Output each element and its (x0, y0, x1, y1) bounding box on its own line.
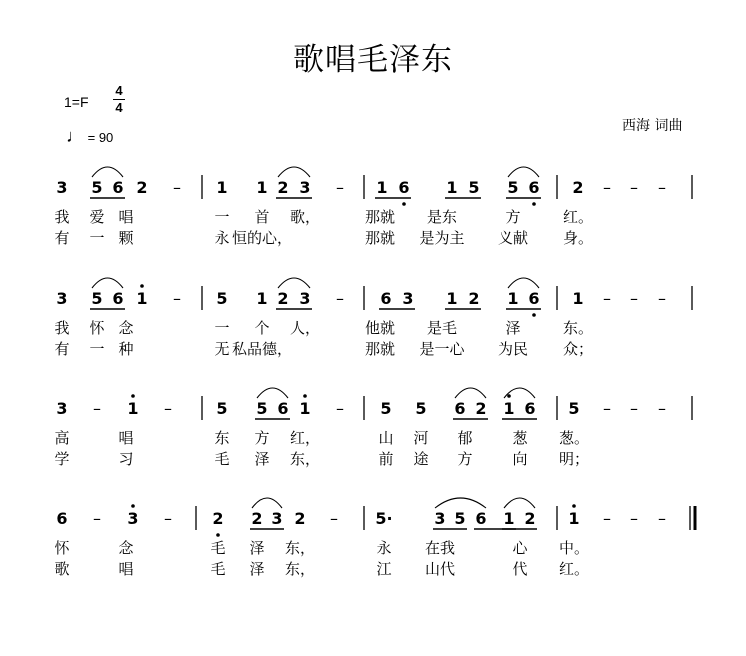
lyric-verse-2: 明； (558, 450, 590, 468)
lyric-verse-1: 一 (214, 319, 230, 337)
sustain-dash: – (164, 399, 172, 418)
note: 3 (434, 509, 446, 528)
note: 3 (56, 289, 68, 308)
sustain-dash: – (164, 509, 172, 528)
lyric-verse-2: 毛 (214, 450, 230, 468)
lyric-verse-1: 唱 (118, 429, 134, 447)
lyric-verse-1: 首 (254, 208, 270, 226)
note: 5· (375, 509, 393, 528)
note: 2 (251, 509, 263, 528)
lyric-verse-2: 习 (118, 450, 134, 468)
note: 3 (299, 178, 311, 197)
sustain-dash: – (173, 178, 181, 197)
octave-dot-below (532, 202, 536, 206)
quarter-note-icon: ♩ (66, 126, 84, 146)
note: 1 (503, 509, 515, 528)
note: 6 (398, 178, 410, 197)
lyric-verse-2: 毛 (210, 560, 226, 578)
lyric-verse-1: 是毛 (426, 319, 458, 337)
tempo-value: = 90 (87, 130, 114, 145)
octave-dot-above (140, 284, 144, 288)
lyric-verse-1: 歌， (289, 208, 321, 226)
note: 1 (216, 178, 228, 197)
slur (508, 278, 539, 288)
octave-dot-below (402, 202, 406, 206)
sustain-dash: – (93, 399, 101, 418)
note: 2 (524, 509, 536, 528)
lyric-verse-1: 郁 (457, 429, 473, 447)
slur (257, 388, 288, 398)
lyric-verse-2: 歌 (54, 560, 70, 578)
slur (278, 167, 310, 177)
lyric-verse-2: 代 (512, 560, 528, 578)
note: 5 (91, 289, 103, 308)
lyric-verse-2: 红。 (558, 560, 590, 578)
sustain-dash: – (658, 509, 666, 528)
note: 3 (56, 399, 68, 418)
lyric-verse-1: 永 (376, 539, 392, 557)
lyric-verse-1: 唱 (118, 208, 134, 226)
note: 6 (56, 509, 68, 528)
time-signature-top: 4 (115, 83, 123, 98)
note: 5 (216, 289, 228, 308)
lyric-verse-2: 有 (54, 229, 70, 247)
note: 5 (454, 509, 466, 528)
sustain-dash: – (603, 399, 611, 418)
sustain-dash: – (630, 399, 638, 418)
octave-dot-above (131, 504, 135, 508)
lyric-verse-1: 念 (118, 319, 134, 337)
note: 1 (256, 289, 268, 308)
note: 1 (446, 289, 458, 308)
lyric-verse-2: 学 (54, 450, 70, 468)
slur (508, 167, 539, 177)
note: 1 (572, 289, 584, 308)
lyric-verse-2: 恒的心， (231, 229, 293, 247)
key-signature: 1=F (64, 94, 89, 110)
note: 6 (277, 399, 289, 418)
sustain-dash: – (658, 399, 666, 418)
note: 5 (568, 399, 580, 418)
note: 1 (568, 509, 580, 528)
note: 2 (212, 509, 224, 528)
octave-dot-above (507, 394, 511, 398)
note: 2 (277, 178, 289, 197)
note: 1 (256, 178, 268, 197)
lyric-verse-2: 是一心 (419, 340, 465, 358)
lyric-verse-1: 我 (54, 319, 70, 337)
note: 1 (299, 399, 311, 418)
octave-dot-below (216, 533, 220, 537)
lyric-verse-1: 山 (378, 429, 394, 447)
note: 2 (468, 289, 480, 308)
lyric-verse-1: 他就 (364, 319, 396, 337)
note: 6 (454, 399, 466, 418)
sustain-dash: – (336, 289, 344, 308)
sustain-dash: – (336, 399, 344, 418)
note: 1 (136, 289, 148, 308)
lyric-verse-1: 一 (214, 208, 230, 226)
note: 3 (402, 289, 414, 308)
note: 3 (299, 289, 311, 308)
slur (455, 388, 486, 398)
lyric-verse-2: 有 (54, 340, 70, 358)
lyric-verse-2: 方 (457, 450, 473, 468)
lyric-verse-2: 那就 (364, 340, 396, 358)
note: 5 (216, 399, 228, 418)
note: 6 (528, 178, 540, 197)
sustain-dash: – (603, 509, 611, 528)
lyric-verse-2: 途 (413, 450, 429, 468)
credit-text: 西海 词曲 (622, 118, 683, 134)
note: 3 (271, 509, 283, 528)
lyric-verse-1: 心 (512, 539, 528, 557)
note: 5 (468, 178, 480, 197)
lyric-verse-2: 向 (512, 450, 528, 468)
lyric-verse-1: 葱 (512, 429, 528, 447)
lyric-verse-2: 颗 (118, 229, 134, 247)
lyric-verse-1: 我 (54, 208, 70, 226)
note: 6 (112, 289, 124, 308)
lyric-verse-2: 永 (214, 229, 230, 247)
lyric-verse-2: 种 (118, 340, 134, 358)
sustain-dash: – (658, 289, 666, 308)
lyric-verse-2: 泽 (249, 560, 265, 578)
lyric-verse-2: 众； (562, 340, 594, 358)
lyric-verse-1: 人， (289, 319, 321, 337)
sustain-dash: – (658, 178, 666, 197)
lyric-verse-2: 私品德， (231, 340, 293, 358)
lyric-verse-2: 东， (284, 560, 316, 578)
lyric-verse-1: 是东 (426, 208, 458, 226)
sustain-dash: – (630, 289, 638, 308)
lyric-verse-1: 念 (118, 539, 134, 557)
lyric-verse-2: 那就 (364, 229, 396, 247)
octave-dot-above (303, 394, 307, 398)
lyric-verse-1: 东 (214, 429, 230, 447)
lyric-verse-2: 一 (89, 229, 105, 247)
octave-dot-above (131, 394, 135, 398)
slur (252, 498, 282, 508)
lyric-verse-1: 怀 (89, 319, 105, 337)
lyric-verse-1: 东。 (562, 319, 594, 337)
slur (278, 278, 310, 288)
lyric-verse-2: 泽 (254, 450, 270, 468)
note: 1 (446, 178, 458, 197)
sustain-dash: – (93, 509, 101, 528)
lyric-verse-1: 高 (54, 429, 70, 447)
lyric-verse-1: 东， (284, 539, 316, 557)
note: 1 (507, 289, 519, 308)
slur (435, 498, 486, 508)
lyric-verse-1: 葱。 (558, 429, 590, 447)
lyric-verse-1: 爱 (89, 208, 105, 226)
lyric-verse-1: 方 (505, 208, 521, 226)
note: 2 (572, 178, 584, 197)
lyric-verse-2: 义献 (497, 229, 529, 247)
note: 2 (136, 178, 148, 197)
note: 3 (127, 509, 139, 528)
note: 1 (503, 399, 515, 418)
lyric-verse-2: 一 (89, 340, 105, 358)
lyric-verse-1: 中。 (558, 539, 590, 557)
lyric-verse-1: 方 (254, 429, 270, 447)
lyric-verse-2: 东， (289, 450, 321, 468)
sustain-dash: – (630, 178, 638, 197)
note: 5 (415, 399, 427, 418)
sustain-dash: – (603, 178, 611, 197)
note: 1 (376, 178, 388, 197)
octave-dot-above (572, 504, 576, 508)
note: 5 (91, 178, 103, 197)
song-title: 歌唱毛泽东 (293, 42, 453, 78)
note: 6 (112, 178, 124, 197)
sustain-dash: – (603, 289, 611, 308)
sustain-dash: – (336, 178, 344, 197)
note: 6 (380, 289, 392, 308)
lyric-verse-1: 毛 (210, 539, 226, 557)
lyric-verse-2: 是为主 (419, 229, 465, 247)
lyric-verse-2: 无 (214, 340, 230, 358)
lyric-verse-2: 为民 (497, 340, 529, 358)
lyric-verse-2: 唱 (118, 560, 134, 578)
lyric-verse-1: 个 (254, 319, 270, 337)
sustain-dash: – (173, 289, 181, 308)
slur (504, 498, 535, 508)
lyric-verse-2: 前 (378, 450, 394, 468)
lyric-verse-1: 在我 (424, 539, 456, 557)
note: 2 (277, 289, 289, 308)
note: 6 (524, 399, 536, 418)
lyric-verse-1: 红。 (562, 208, 594, 226)
lyric-verse-1: 红， (289, 429, 321, 447)
lyric-verse-1: 泽 (249, 539, 265, 557)
note: 6 (475, 509, 487, 528)
note: 2 (475, 399, 487, 418)
lyric-verse-2: 身。 (562, 229, 594, 247)
lyric-verse-1: 那就 (364, 208, 396, 226)
note: 5 (380, 399, 392, 418)
note: 6 (528, 289, 540, 308)
slur (92, 278, 123, 288)
lyric-verse-1: 泽 (505, 319, 521, 337)
slur (92, 167, 123, 177)
lyric-verse-2: 山代 (424, 560, 456, 578)
note: 1 (127, 399, 139, 418)
sustain-dash: – (630, 509, 638, 528)
note: 3 (56, 178, 68, 197)
time-signature-bottom: 4 (115, 100, 123, 115)
sustain-dash: – (330, 509, 338, 528)
lyric-verse-1: 河 (413, 429, 429, 447)
lyric-verse-2: 江 (376, 560, 392, 578)
lyric-verse-1: 怀 (54, 539, 70, 557)
note: 2 (294, 509, 306, 528)
octave-dot-below (532, 313, 536, 317)
note: 5 (256, 399, 268, 418)
note: 5 (507, 178, 519, 197)
